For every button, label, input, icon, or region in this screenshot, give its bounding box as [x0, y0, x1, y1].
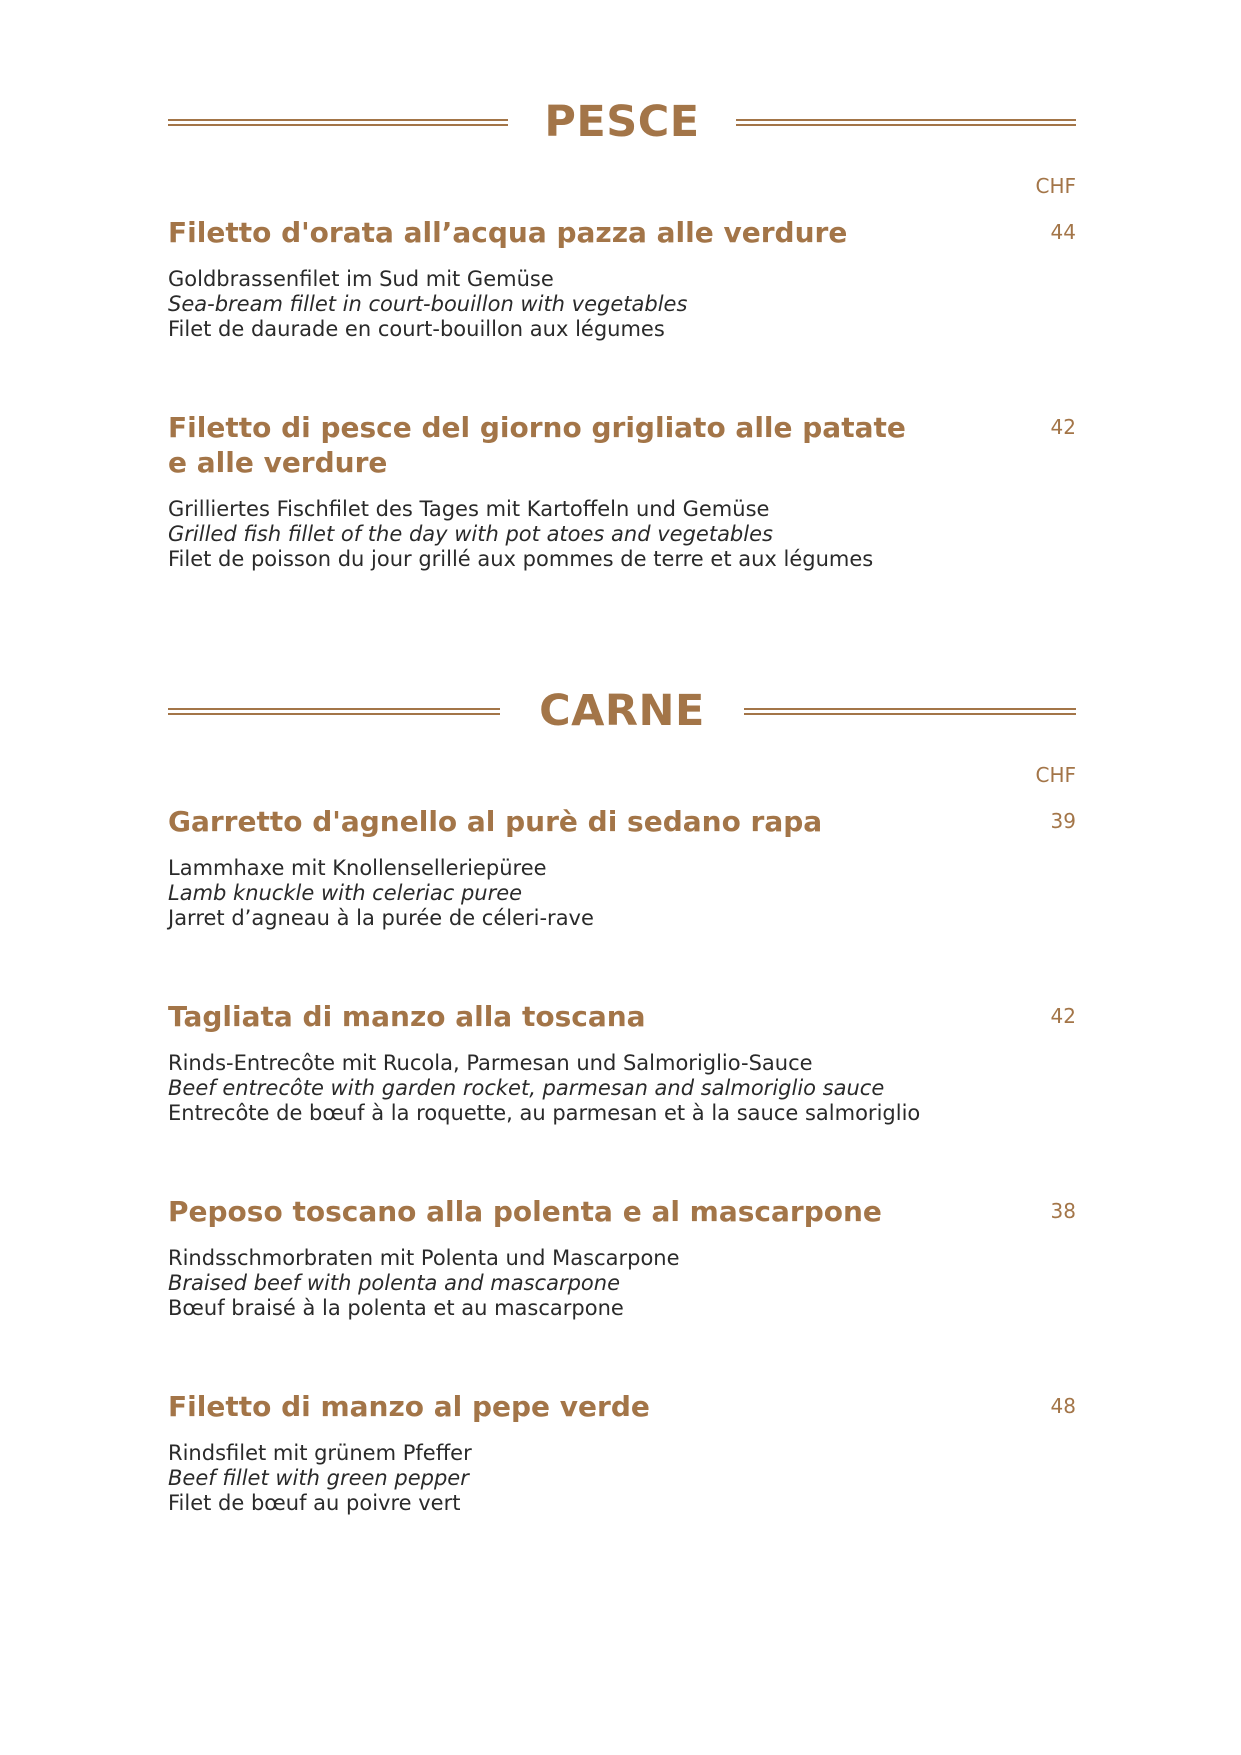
dish-description: [168, 267, 1076, 342]
dish-name: Tagliata di manzo alla toscana: [168, 1000, 646, 1033]
dish-price: 38: [1050, 1199, 1076, 1223]
dish-price: 39: [1050, 809, 1076, 833]
dish-item: [168, 215, 1076, 342]
currency-label: CHF: [1035, 763, 1076, 787]
dish-item: [168, 804, 1076, 931]
description-german: Grilliertes Fischfilet des Tages mit Kartoffeln und Gemüse: [168, 497, 770, 521]
description-german: Rindsschmorbraten mit Polenta und Mascarpone: [168, 1246, 680, 1270]
section-header: [168, 96, 1076, 156]
dish-description: [168, 1441, 1076, 1516]
divider-right: [736, 119, 1076, 126]
dish-description: [168, 497, 1076, 572]
description-french: Entrecôte de bœuf à la roquette, au parmesan et à la sauce salmoriglio: [168, 1101, 921, 1125]
description-english: Sea-bream fillet in court-bouillon with vegetables: [168, 292, 688, 316]
description-english: Grilled fish fillet of the day with pot atoes and vegetables: [168, 522, 773, 546]
dish-name: Filetto di pesce del giorno grigliato alle patate e alle verdure: [168, 411, 906, 479]
section-pesce: [168, 96, 1076, 571]
dish-item: [168, 999, 1076, 1126]
dish-name: Filetto di manzo al pepe verde: [168, 1390, 650, 1423]
description-english: Lamb knuckle with celeriac puree: [168, 881, 523, 905]
dish-item: [168, 1389, 1076, 1516]
dish-name: Garretto d'agnello al purè di sedano rapa: [168, 805, 823, 838]
section-carne: [168, 685, 1076, 1515]
dish-name: Filetto d'orata all’acqua pazza alle verdure: [168, 216, 848, 249]
dish-price: 48: [1050, 1394, 1076, 1418]
divider-right: [744, 708, 1076, 715]
section-title: PESCE: [544, 97, 700, 147]
description-german: Goldbrassenfilet im Sud mit Gemüse: [168, 267, 554, 291]
dish-price: 44: [1050, 220, 1076, 244]
section-header: [168, 685, 1076, 745]
description-english: Braised beef with polenta and mascarpone: [168, 1271, 621, 1295]
description-english: Beef fillet with green pepper: [168, 1466, 469, 1490]
currency-label: CHF: [1035, 174, 1076, 198]
description-french: Filet de bœuf au poivre vert: [168, 1491, 461, 1515]
dish-price: 42: [1050, 1004, 1076, 1028]
dish-item: [168, 1194, 1076, 1321]
dish-description: [168, 856, 1076, 931]
description-french: Jarret d’agneau à la purée de céleri-rave: [168, 906, 594, 930]
description-english: Beef entrecôte with garden rocket, parmesan and salmoriglio sauce: [168, 1076, 885, 1100]
section-title: CARNE: [539, 686, 705, 736]
dish-item: [168, 410, 1076, 572]
dish-description: [168, 1246, 1076, 1321]
dish-name: Peposo toscano alla polenta e al mascarpone: [168, 1195, 882, 1228]
description-german: Lammhaxe mit Knollenselleriepüree: [168, 856, 547, 880]
description-german: Rinds-Entrecôte mit Rucola, Parmesan und Salmoriglio-Sauce: [168, 1051, 813, 1075]
dish-description: [168, 1051, 1076, 1126]
dish-price: 42: [1050, 415, 1076, 439]
description-french: Bœuf braisé à la polenta et au mascarpone: [168, 1296, 624, 1320]
description-french: Filet de poisson du jour grillé aux pommes de terre et aux légumes: [168, 547, 874, 571]
description-french: Filet de daurade en court-bouillon aux légumes: [168, 317, 665, 341]
description-german: Rindsfilet mit grünem Pfeffer: [168, 1441, 472, 1465]
